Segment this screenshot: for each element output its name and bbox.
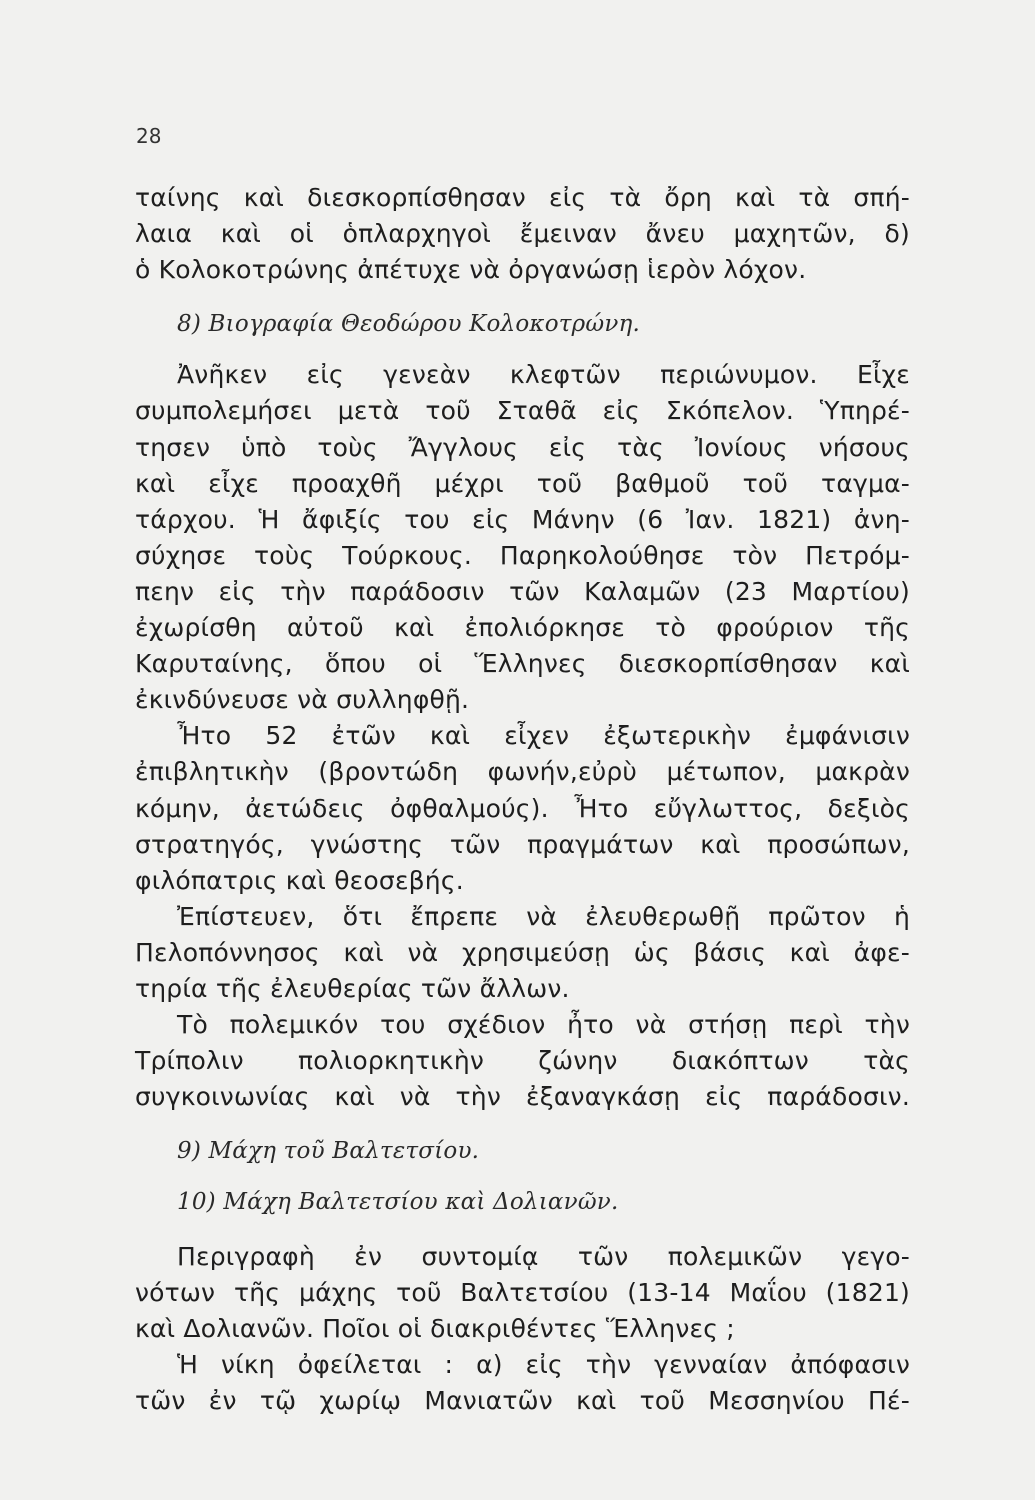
text-line: ὁ Κολοκοτρώνης ἀπέτυχε νὰ ὀργανώσῃ ἱερὸν λόχον. (135, 255, 807, 285)
text-line: σύχησε τοὺς Τούρκους. Παρηκολούθησε τὸν Πετρόμ- (135, 540, 910, 570)
text-line: καὶ Δολιανῶν. Ποῖοι οἱ διακριθέντες Ἕλληνες ; (135, 1313, 735, 1343)
text-line: ἐκινδύνευσε νὰ συλληφθῇ. (135, 685, 470, 715)
text-line: συγκοινωνίας καὶ νὰ τὴν ἐξαναγκάσῃ εἰς παράδοσιν. (135, 1082, 910, 1112)
text-line: φιλόπατρις καὶ θεοσεβής. (135, 865, 464, 895)
section-heading-valtetsi: 9) Μάχη τοῦ Βαλτετσίου. (177, 1138, 480, 1165)
text-line: τηρία τῆς ἐλευθερίας τῶν ἄλλων. (135, 973, 570, 1003)
text-line: Πελοπόννησος καὶ νὰ χρησιμεύσῃ ὡς βάσις καὶ ἀφε- (135, 937, 910, 967)
text-line: κόμην, ἀετώδεις ὀφθαλμούς). Ἦτο εὔγλωττος, δεξιὸς (135, 793, 910, 823)
page-number: 28 (136, 124, 162, 148)
text-line: ἐπιβλητικὴν (βροντώδη φωνήν,εὐρὺ μέτωπον, μακρὰν (135, 757, 910, 787)
text-line: Ἡ νίκη ὀφείλεται : α) εἰς τὴν γενναίαν ἀπόφασιν (177, 1349, 910, 1379)
text-line: τάρχου. Ἡ ἄφιξίς του εἰς Μάνην (6 Ἰαν. 1821) ἀνη- (135, 504, 910, 534)
text-line: Ἦτο 52 ἐτῶν καὶ εἶχεν ἐξωτερικὴν ἐμφάνισιν (177, 721, 910, 751)
text-line: τῶν ἐν τῷ χωρίῳ Μανιατῶν καὶ τοῦ Μεσσηνίου Πέ- (135, 1385, 910, 1415)
text-line: Τὸ πολεμικόν του σχέδιον ἦτο νὰ στήσῃ περὶ τὴν (177, 1010, 910, 1040)
text-line: νότων τῆς μάχης τοῦ Βαλτετσίου (13-14 Μαΐου (1821) (135, 1277, 910, 1307)
section-heading-valtetsi-doliana: 10) Μάχη Βαλτετσίου καὶ Δολιανῶν. (177, 1189, 619, 1216)
text-line: Ἀνῆκεν εἰς γενεὰν κλεφτῶν περιώνυμον. Εἶχε (177, 360, 910, 390)
text-line: πεην εἰς τὴν παράδοσιν τῶν Καλαμῶν (23 Μαρτίου) (135, 576, 910, 606)
text-line: Περιγραφὴ ἐν συντομίᾳ τῶν πολεμικῶν γεγο- (177, 1241, 910, 1271)
text-line: Τρίπολιν πολιορκητικὴν ζώνην διακόπτων τὰς (135, 1046, 910, 1076)
text-line: ταίνης καὶ διεσκορπίσθησαν εἰς τὰ ὄρη καὶ τὰ σπή- (135, 183, 910, 212)
text-line: Ἐπίστευεν, ὅτι ἔπρεπε νὰ ἐλευθερωθῇ πρῶτον ἡ (177, 901, 910, 931)
text-line: Καρυταίνης, ὅπου οἱ Ἕλληνες διεσκορπίσθησαν καὶ (135, 649, 910, 679)
section-heading-biography: 8) Βιογραφία Θεοδώρου Κολοκοτρώνη. (177, 311, 641, 338)
text-line: συμπολεμήσει μετὰ τοῦ Σταθᾶ εἰς Σκόπελον. Ὑπηρέ- (135, 396, 910, 426)
text-line: στρατηγός, γνώστης τῶν πραγμάτων καὶ προσώπων, (135, 829, 910, 859)
text-line: καὶ εἶχε προαχθῆ μέχρι τοῦ βαθμοῦ τοῦ ταγμα- (135, 468, 910, 498)
text-line: ἐχωρίσθη αὐτοῦ καὶ ἐπολιόρκησε τὸ φρούριον τῆς (135, 613, 910, 643)
text-line: τησεν ὑπὸ τοὺς Ἄγγλους εἰς τὰς Ἰονίους νήσους (135, 432, 910, 462)
page-body (135, 180, 910, 1419)
text-line: λαια καὶ οἱ ὁπλαρχηγοὶ ἔμειναν ἄνευ μαχητῶν, δ) (135, 219, 910, 249)
